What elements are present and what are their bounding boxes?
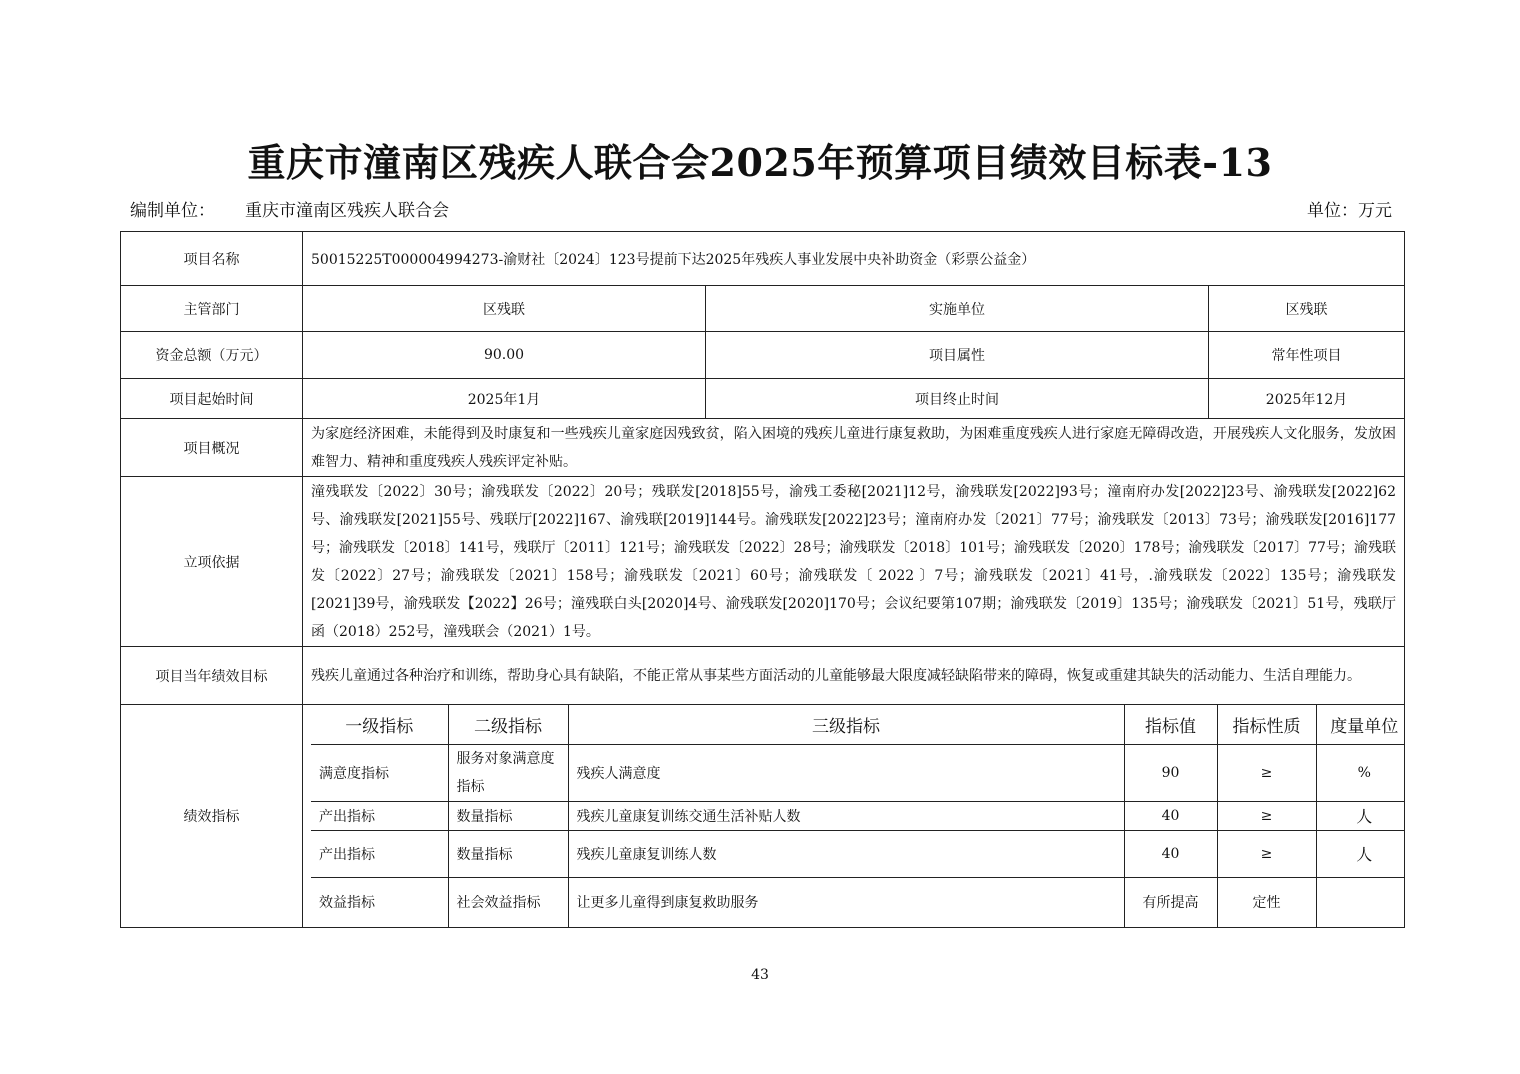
indicator-row — [311, 801, 1405, 830]
perf-label: 绩效指标 — [121, 705, 303, 928]
indicator-unit: 人 — [1316, 801, 1405, 830]
indicator-value: 有所提高 — [1124, 877, 1217, 927]
overview-text: 为家庭经济困难，未能得到及时康复和一些残疾儿童家庭因残致贫，陷入困境的残疾儿童进行康复救助，为困难重度残疾人进行家庭无障碍改造，开展残疾人文化服务，发放困难智力、精神和重度残疾人残疾评定补贴。 — [303, 419, 1405, 477]
indicator-table — [311, 705, 1405, 927]
indicator-row — [311, 744, 1405, 801]
indicator-header-row — [311, 705, 1405, 744]
table-row — [121, 647, 1405, 705]
indicator-level2: 服务对象满意度指标 — [448, 744, 568, 801]
basis-text: 潼残联发〔2022〕30号；渝残联发〔2022〕20号；残联发[2018]55号，渝残工委秘[2021]12号，渝残联发[2022]93号；潼南府办发[2022]23号、渝残联发[2022]62号、渝残联发[2021]55号、残联厅[2022]167、渝残联[2019]144号。渝残联发[2022]23号；潼南府办发〔2021〕77号；渝残联发〔2013〕73号；渝残联发[2016]177号；渝残联发〔2018〕141号，残联厅〔2011〕121号；渝残联发〔2022〕28号；渝残联发〔2018〕101号；渝残联发〔2020〕178号；渝残联发〔2017〕77号；渝残联发〔2022〕27号；渝残联发〔2021〕158号；渝残联发〔2021〕60号；渝残联发〔 2022 〕7号；渝残联发〔2021〕41号，.渝残联发〔2022〕135号；渝残联发[2021]39号，渝残联发【2022】26号；潼残联白头[2020]4号、渝残联发[2020]170号；会议纪要第107期；渝残联发〔2019〕135号；渝残联发〔2021〕51号，残联厅函（2018）252号，潼残联会（2021）1号。 — [303, 477, 1405, 647]
end-value: 2025年12月 — [1209, 379, 1405, 419]
start-value: 2025年1月 — [303, 379, 706, 419]
header-level1: 一级指标 — [311, 705, 448, 744]
indicator-level2: 社会效益指标 — [448, 877, 568, 927]
indicator-unit: 人 — [1316, 830, 1405, 877]
indicator-level1: 满意度指标 — [311, 744, 448, 801]
fund-label: 资金总额（万元） — [121, 332, 303, 379]
header-nature: 指标性质 — [1217, 705, 1316, 744]
table-row — [121, 477, 1405, 647]
indicator-level2: 数量指标 — [448, 801, 568, 830]
page-number: 43 — [751, 967, 769, 983]
indicator-nature: ≥ — [1217, 830, 1316, 877]
table-row — [121, 286, 1405, 332]
table-row — [121, 419, 1405, 477]
dept-value: 区残联 — [303, 286, 706, 332]
indicator-level3: 残疾儿童康复训练人数 — [568, 830, 1124, 877]
project-name-label: 项目名称 — [121, 232, 303, 286]
end-label: 项目终止时间 — [706, 379, 1209, 419]
table-row — [121, 705, 1405, 928]
compile-unit-label: 编制单位： — [130, 201, 215, 221]
attr-value: 常年性项目 — [1209, 332, 1405, 379]
impl-label: 实施单位 — [706, 286, 1209, 332]
unit-label: 单位：万元 — [1307, 201, 1392, 221]
indicator-level1: 产出指标 — [311, 830, 448, 877]
goal-label: 项目当年绩效目标 — [121, 647, 303, 705]
impl-value: 区残联 — [1209, 286, 1405, 332]
indicator-level3: 残疾人满意度 — [568, 744, 1124, 801]
compile-unit — [130, 196, 449, 221]
indicator-level1: 产出指标 — [311, 801, 448, 830]
indicator-unit — [1316, 877, 1405, 927]
compile-unit-value: 重庆市潼南区残疾人联合会 — [245, 201, 449, 221]
indicator-nature: ≥ — [1217, 744, 1316, 801]
goal-text: 残疾儿童通过各种治疗和训练，帮助身心具有缺陷，不能正常从事某些方面活动的儿童能够最大限度减轻缺陷带来的障碍，恢复或重建其缺失的活动能力、生活自理能力。 — [303, 647, 1405, 705]
header-value: 指标值 — [1124, 705, 1217, 744]
indicator-value: 40 — [1124, 830, 1217, 877]
attr-label: 项目属性 — [706, 332, 1209, 379]
project-name-value: 50015225T000004994273-渝财社〔2024〕123号提前下达2025年残疾人事业发展中央补助资金（彩票公益金） — [303, 232, 1405, 286]
basis-label: 立项依据 — [121, 477, 303, 647]
performance-table — [120, 231, 1405, 928]
header-level3: 三级指标 — [568, 705, 1124, 744]
indicator-value: 90 — [1124, 744, 1217, 801]
start-label: 项目起始时间 — [121, 379, 303, 419]
table-row — [121, 379, 1405, 419]
indicator-row — [311, 877, 1405, 927]
indicator-level3: 残疾儿童康复训练交通生活补贴人数 — [568, 801, 1124, 830]
indicator-level3: 让更多儿童得到康复救助服务 — [568, 877, 1124, 927]
header-level2: 二级指标 — [448, 705, 568, 744]
table-row — [121, 232, 1405, 286]
indicator-nature: 定性 — [1217, 877, 1316, 927]
indicator-unit: % — [1316, 744, 1405, 801]
table-row — [121, 332, 1405, 379]
indicator-level1: 效益指标 — [311, 877, 448, 927]
indicator-row — [311, 830, 1405, 877]
indicator-nature: ≥ — [1217, 801, 1316, 830]
overview-label: 项目概况 — [121, 419, 303, 477]
indicator-level2: 数量指标 — [448, 830, 568, 877]
header-unit: 度量单位 — [1316, 705, 1405, 744]
indicator-cell — [303, 705, 1405, 928]
dept-label: 主管部门 — [121, 286, 303, 332]
indicator-value: 40 — [1124, 801, 1217, 830]
page-title: 重庆市潼南区残疾人联合会2025年预算项目绩效目标表-13 — [247, 140, 1273, 185]
fund-value: 90.00 — [303, 332, 706, 379]
